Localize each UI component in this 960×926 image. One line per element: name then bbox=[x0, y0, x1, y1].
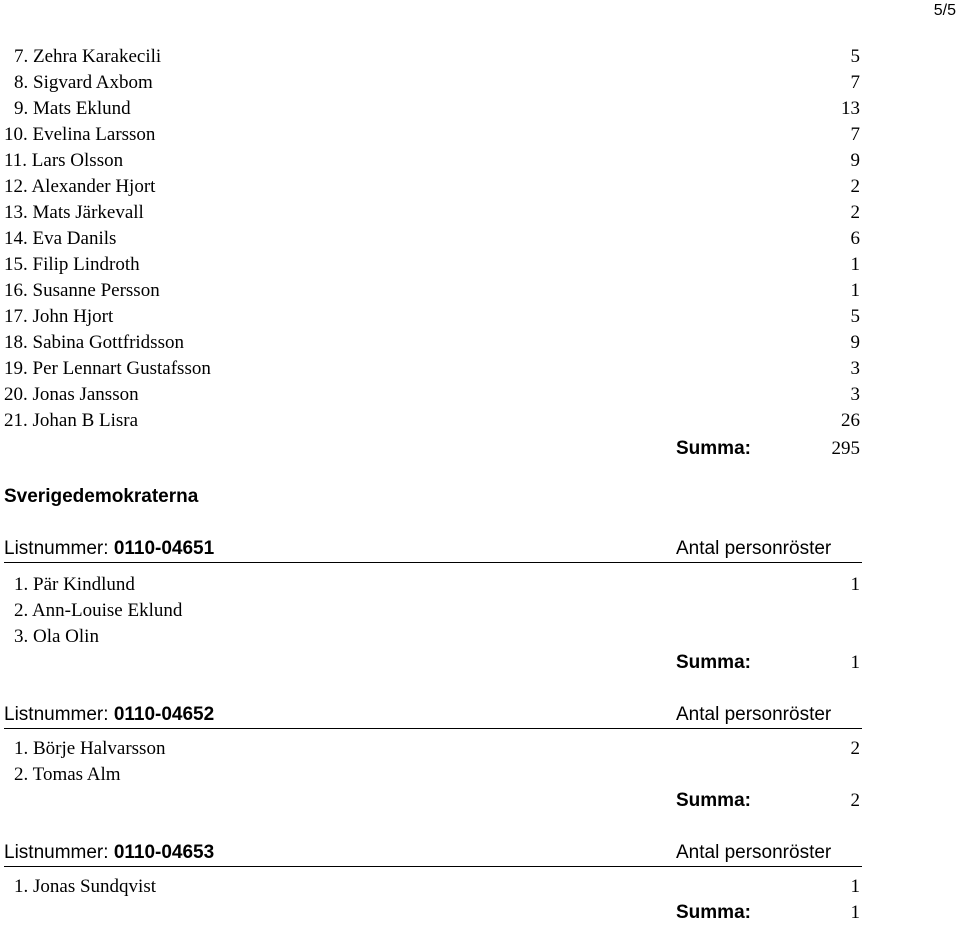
candidate-name: Eva Danils bbox=[32, 228, 117, 249]
candidate-row bbox=[0, 598, 960, 624]
candidate-row bbox=[0, 70, 960, 96]
summa-label: Summa: bbox=[676, 790, 751, 811]
summa-value: 1 bbox=[850, 652, 860, 673]
candidate-number: 3. bbox=[14, 626, 29, 647]
candidate-name: Zehra Karakecili bbox=[33, 46, 162, 67]
candidate-entry bbox=[14, 96, 514, 122]
candidate-entry bbox=[14, 572, 514, 598]
list-number-label bbox=[4, 702, 214, 728]
candidate-votes: 3 bbox=[850, 358, 860, 379]
list-header bbox=[4, 536, 862, 563]
list-label: Listnummer: bbox=[4, 538, 109, 559]
list-header bbox=[4, 702, 862, 729]
candidate-votes: 13 bbox=[841, 98, 860, 119]
candidate-number: 11. bbox=[4, 150, 28, 171]
candidate-name: Susanne Persson bbox=[32, 280, 160, 301]
candidate-row bbox=[0, 44, 960, 70]
candidate-entry bbox=[14, 736, 514, 762]
candidate-name: Per Lennart Gustafsson bbox=[32, 358, 211, 379]
candidate-number: 9. bbox=[14, 98, 29, 119]
list-number: 0110-04651 bbox=[113, 538, 215, 559]
candidate-entry bbox=[4, 148, 504, 174]
candidate-votes: 7 bbox=[850, 72, 860, 93]
party-name: Sverigedemokraterna bbox=[4, 486, 199, 507]
candidate-row bbox=[0, 200, 960, 226]
candidate-row bbox=[0, 252, 960, 278]
candidate-name: Alexander Hjort bbox=[31, 176, 156, 197]
candidate-entry bbox=[14, 598, 514, 624]
list-header bbox=[4, 840, 862, 867]
candidate-entry bbox=[4, 200, 504, 226]
summa-value: 1 bbox=[850, 902, 860, 923]
candidate-row bbox=[0, 148, 960, 174]
candidate-number: 14. bbox=[4, 228, 28, 249]
candidate-entry bbox=[14, 874, 514, 900]
candidate-entry bbox=[14, 762, 514, 788]
candidate-number: 19. bbox=[4, 358, 28, 379]
candidate-votes: 5 bbox=[850, 46, 860, 67]
candidate-name: Sabina Gottfridsson bbox=[32, 332, 184, 353]
candidate-votes: 1 bbox=[850, 280, 860, 301]
candidate-entry bbox=[14, 70, 514, 96]
candidate-votes: 9 bbox=[850, 332, 860, 353]
candidate-row bbox=[0, 330, 960, 356]
candidate-number: 2. bbox=[14, 764, 29, 785]
candidate-entry bbox=[4, 252, 504, 278]
candidate-entry bbox=[14, 624, 514, 650]
candidate-votes: 2 bbox=[850, 176, 860, 197]
candidate-votes: 2 bbox=[850, 738, 860, 759]
candidate-row bbox=[0, 278, 960, 304]
summa-value: 295 bbox=[831, 438, 860, 459]
summa-row bbox=[676, 436, 860, 462]
candidate-votes: 26 bbox=[841, 410, 860, 431]
candidate-row bbox=[0, 96, 960, 122]
candidate-entry bbox=[4, 356, 504, 382]
candidate-name: Lars Olsson bbox=[31, 150, 124, 171]
candidate-number: 8. bbox=[14, 72, 29, 93]
list-label: Listnummer: bbox=[4, 842, 109, 863]
candidate-name: Jonas Jansson bbox=[32, 384, 139, 405]
candidate-entry bbox=[4, 122, 504, 148]
candidate-number: 18. bbox=[4, 332, 28, 353]
candidate-number: 13. bbox=[4, 202, 28, 223]
candidate-entry bbox=[14, 44, 514, 70]
candidate-entry bbox=[4, 330, 504, 356]
candidate-name: Ann-Louise Eklund bbox=[31, 600, 183, 621]
candidate-number: 10. bbox=[4, 124, 28, 145]
candidate-votes: 2 bbox=[850, 202, 860, 223]
antal-personroster-label: Antal personröster bbox=[676, 704, 832, 725]
candidate-number: 7. bbox=[14, 46, 29, 67]
candidate-name: Ola Olin bbox=[33, 626, 99, 647]
list-number-label bbox=[4, 840, 214, 866]
candidate-number: 17. bbox=[4, 306, 28, 327]
candidate-row bbox=[0, 304, 960, 330]
candidate-row bbox=[0, 572, 960, 598]
page-number: 5/5 bbox=[933, 2, 956, 19]
candidate-number: 1. bbox=[14, 876, 29, 897]
candidate-name: Tomas Alm bbox=[32, 764, 121, 785]
candidate-number: 1. bbox=[14, 738, 29, 759]
antal-personroster-label: Antal personröster bbox=[676, 538, 832, 559]
candidate-entry bbox=[4, 226, 504, 252]
candidate-row bbox=[0, 382, 960, 408]
candidate-row bbox=[0, 226, 960, 252]
summa-row bbox=[676, 788, 860, 814]
candidate-name: Johan B Lisra bbox=[32, 410, 139, 431]
candidate-row bbox=[0, 122, 960, 148]
antal-personroster-label: Antal personröster bbox=[676, 842, 832, 863]
candidate-row bbox=[0, 874, 960, 900]
candidate-name: Evelina Larsson bbox=[32, 124, 156, 145]
candidate-number: 16. bbox=[4, 280, 28, 301]
candidate-number: 21. bbox=[4, 410, 28, 431]
candidate-votes: 7 bbox=[850, 124, 860, 145]
candidate-row bbox=[0, 408, 960, 434]
candidate-votes: 6 bbox=[850, 228, 860, 249]
candidate-row bbox=[0, 624, 960, 650]
candidate-number: 20. bbox=[4, 384, 28, 405]
summa-row bbox=[676, 900, 860, 926]
candidate-name: Sigvard Axbom bbox=[33, 72, 153, 93]
candidate-name: Börje Halvarsson bbox=[33, 738, 166, 759]
list-number: 0110-04653 bbox=[113, 842, 215, 863]
candidate-name: Filip Lindroth bbox=[32, 254, 140, 275]
summa-value: 2 bbox=[850, 790, 860, 811]
candidate-votes: 1 bbox=[850, 876, 860, 897]
candidate-name: Pär Kindlund bbox=[33, 574, 135, 595]
list-label: Listnummer: bbox=[4, 704, 109, 725]
candidate-name: Jonas Sundqvist bbox=[33, 876, 156, 897]
candidate-entry bbox=[4, 382, 504, 408]
summa-label: Summa: bbox=[676, 652, 751, 673]
candidate-entry bbox=[4, 304, 504, 330]
candidate-entry bbox=[4, 174, 504, 200]
candidate-votes: 1 bbox=[850, 574, 860, 595]
candidate-name: Mats Järkevall bbox=[32, 202, 144, 223]
candidate-number: 1. bbox=[14, 574, 29, 595]
candidate-row bbox=[0, 762, 960, 788]
candidate-votes: 5 bbox=[850, 306, 860, 327]
summa-label: Summa: bbox=[676, 438, 751, 459]
candidate-entry bbox=[4, 278, 504, 304]
candidate-number: 15. bbox=[4, 254, 28, 275]
list-number-label bbox=[4, 536, 214, 562]
candidate-row bbox=[0, 356, 960, 382]
candidate-votes: 3 bbox=[850, 384, 860, 405]
candidate-votes: 9 bbox=[850, 150, 860, 171]
candidate-number: 2. bbox=[14, 600, 29, 621]
candidate-row bbox=[0, 174, 960, 200]
candidate-name: Mats Eklund bbox=[33, 98, 131, 119]
candidate-number: 12. bbox=[4, 176, 28, 197]
candidate-votes: 1 bbox=[850, 254, 860, 275]
candidate-name: John Hjort bbox=[32, 306, 114, 327]
candidate-row bbox=[0, 736, 960, 762]
candidate-entry bbox=[4, 408, 504, 434]
summa-label: Summa: bbox=[676, 902, 751, 923]
list-number: 0110-04652 bbox=[113, 704, 215, 725]
summa-row bbox=[676, 650, 860, 676]
